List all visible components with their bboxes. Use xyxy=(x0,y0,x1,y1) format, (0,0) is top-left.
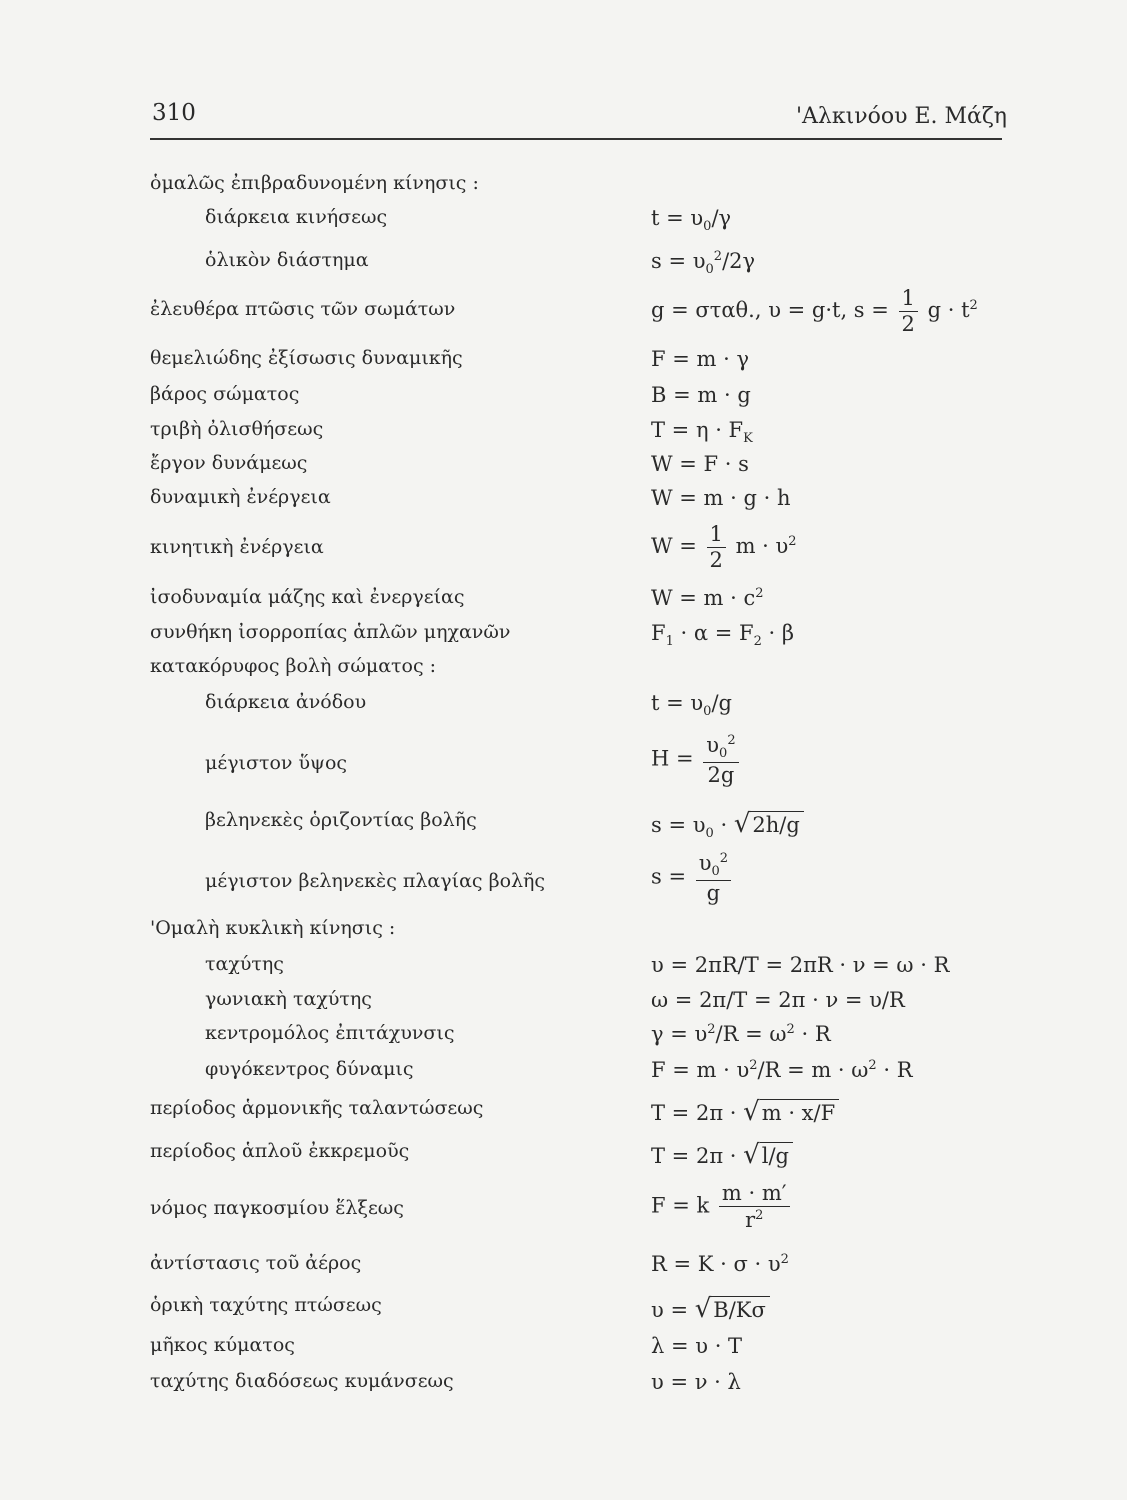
formula: υ = ν · λ xyxy=(651,1370,741,1394)
formula: T = 2π · √m · x/F xyxy=(651,1097,839,1127)
formula: s = $\frac{\upsilon_0^2}{g}$ xyxy=(651,852,734,904)
formula: F = m · γ xyxy=(651,347,750,371)
running-head-author: 'Αλκινόου Ε. Μάζη xyxy=(795,104,1007,129)
formula: ω = 2π/T = 2π · ν = υ/R xyxy=(651,988,905,1012)
formula: λ = υ · T xyxy=(651,1334,743,1358)
formula: $F = m \cdot \upsilon^2/R = m \cdot \omega^2 \cdot R$ xyxy=(651,1058,913,1082)
formula: $t = \upsilon_0/g$ xyxy=(651,691,732,720)
formula: $R = K \cdot \sigma \cdot \upsilon^2$ xyxy=(651,1252,789,1276)
page-number: 310 xyxy=(152,100,196,126)
page-header xyxy=(150,98,1007,140)
formula: T = 2π · √l/g xyxy=(651,1140,793,1170)
formula: υ = √B/Kσ xyxy=(651,1294,770,1324)
formula: $W = m \cdot c^2$ xyxy=(651,586,764,610)
formula: $t = \upsilon_0/\gamma$ xyxy=(651,206,732,235)
formula: W = m · g · h xyxy=(651,486,791,510)
formula: g = σταθ., υ = g·t, s = $\frac{1}{2}$ $g \cdot t^2$ xyxy=(651,286,978,336)
formula: B = m · g xyxy=(651,383,751,407)
formula: F = k $\frac{m \cdot m'}{r^2}$ xyxy=(651,1183,793,1231)
formula: υ = 2πR/T = 2πR · ν = ω · R xyxy=(651,953,950,977)
formula: $T = \eta \cdot F_K$ xyxy=(651,418,753,447)
formula: $\gamma = \upsilon^2/R = \omega^2 \cdot R$ xyxy=(651,1022,831,1046)
formula: H = $\frac{\upsilon_0^2}{2g}$ xyxy=(651,734,742,786)
formula: $s = \upsilon_0^2/2\gamma$ xyxy=(651,249,756,278)
formula: $s = \upsilon_0 \cdot √2h/g$ xyxy=(651,809,804,841)
formula: W = F · s xyxy=(651,452,749,476)
formula: W = $\frac{1}{2}$ $m \cdot \upsilon^2$ xyxy=(651,522,797,572)
formula: $F_1 \cdot \alpha = F_2 \cdot \beta$ xyxy=(651,621,795,650)
